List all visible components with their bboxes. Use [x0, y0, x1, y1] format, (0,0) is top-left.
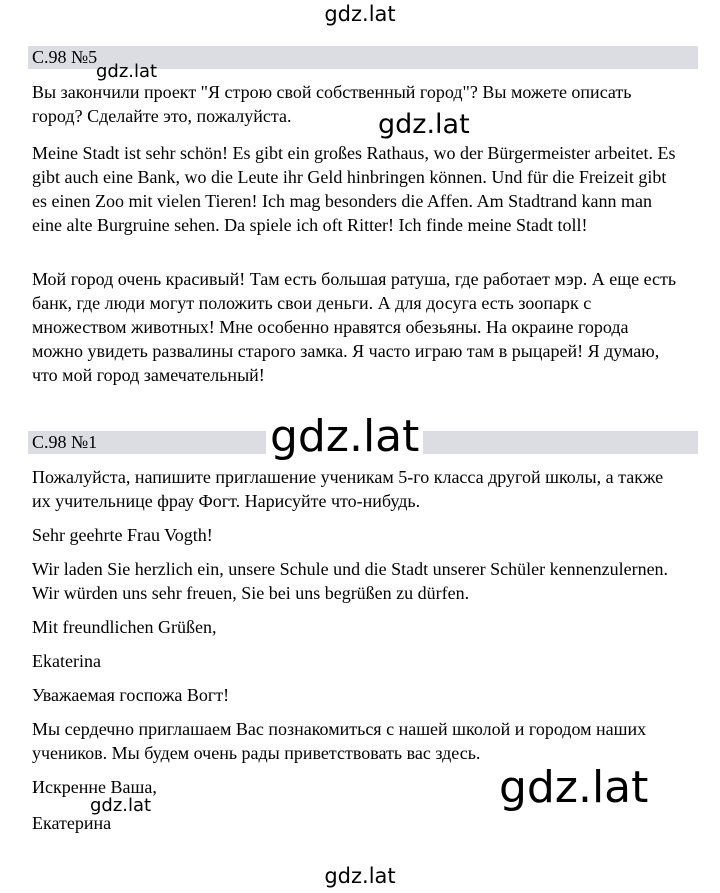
watermark-small: gdz.lat — [90, 795, 152, 816]
russian-closing: Искренне Ваша, — [32, 777, 157, 797]
german-greeting: Sehr geehrte Frau Vogth! — [32, 525, 213, 545]
russian-translation-text: Мой город очень красивый! Там есть большая ратуша, где работает мэр. А еще есть банк, где люди могут положить свои деньги. А для досуга есть зоопарк с множеством животных! Мне особенно нравятся обезьяны. На окраине города можно увидеть развалины старого замка. Я часто играю там в рыцарей! Я думаю, что мой город замечательный! — [32, 269, 677, 385]
section-header-label: С.98 №1 — [32, 432, 98, 452]
german-closing: Mit freundlichen Grüßen, — [32, 617, 217, 637]
german-answer-text: Meine Stadt ist sehr schön! Es gibt ein großes Rathaus, wo der Bürgermeister arbeitet. Es gibt auch eine Bank, wo die Leute ihr Geld hinbringen können. Und für die Freizeit gibt es einen Zoo mit vielen Tieren! Ich mag besonders die Affen. Am Stadtrand kann man eine alte Burgruine sehen. Da spiele ich oft Ritter! Ich finde meine Stadt toll! — [32, 143, 676, 235]
section-header-label: С.98 №5 — [32, 47, 98, 67]
watermark-medium: gdz.lat — [378, 109, 470, 140]
watermark-top: gdz.lat — [324, 2, 396, 26]
german-signature: Ekaterina — [32, 651, 101, 671]
watermark-large: gdz.lat — [266, 415, 423, 459]
russian-letter-body: Мы сердечно приглашаем Вас познакомиться с нашей школой и городом наших учеников. Мы будем очень рады приветствовать вас здесь. — [32, 719, 647, 763]
task-description: Пожалуйста, напишите приглашение ученикам 5-го класса другой школы, а также их учительнице фрау Фогт. Нарисуйте что-нибудь. — [32, 467, 664, 511]
watermark-large: gdz.lat — [495, 766, 652, 810]
german-letter-body: Wir laden Sie herzlich ein, unsere Schule und die Stadt unserer Schüler kennenzulernen. Wir würden uns sehr freuen, Sie bei uns begrüßen zu dürfen. — [32, 559, 669, 603]
watermark-small: gdz.lat — [96, 61, 158, 82]
russian-signature: Екатерина — [32, 813, 112, 833]
watermark-bottom: gdz.lat — [324, 864, 396, 888]
russian-greeting: Уважаемая госпожа Вогт! — [32, 685, 230, 705]
task-description: Вы закончили проект "Я строю свой собственный город"? Вы можете описать город? Сделайте это, пожалуйста. — [32, 82, 632, 126]
